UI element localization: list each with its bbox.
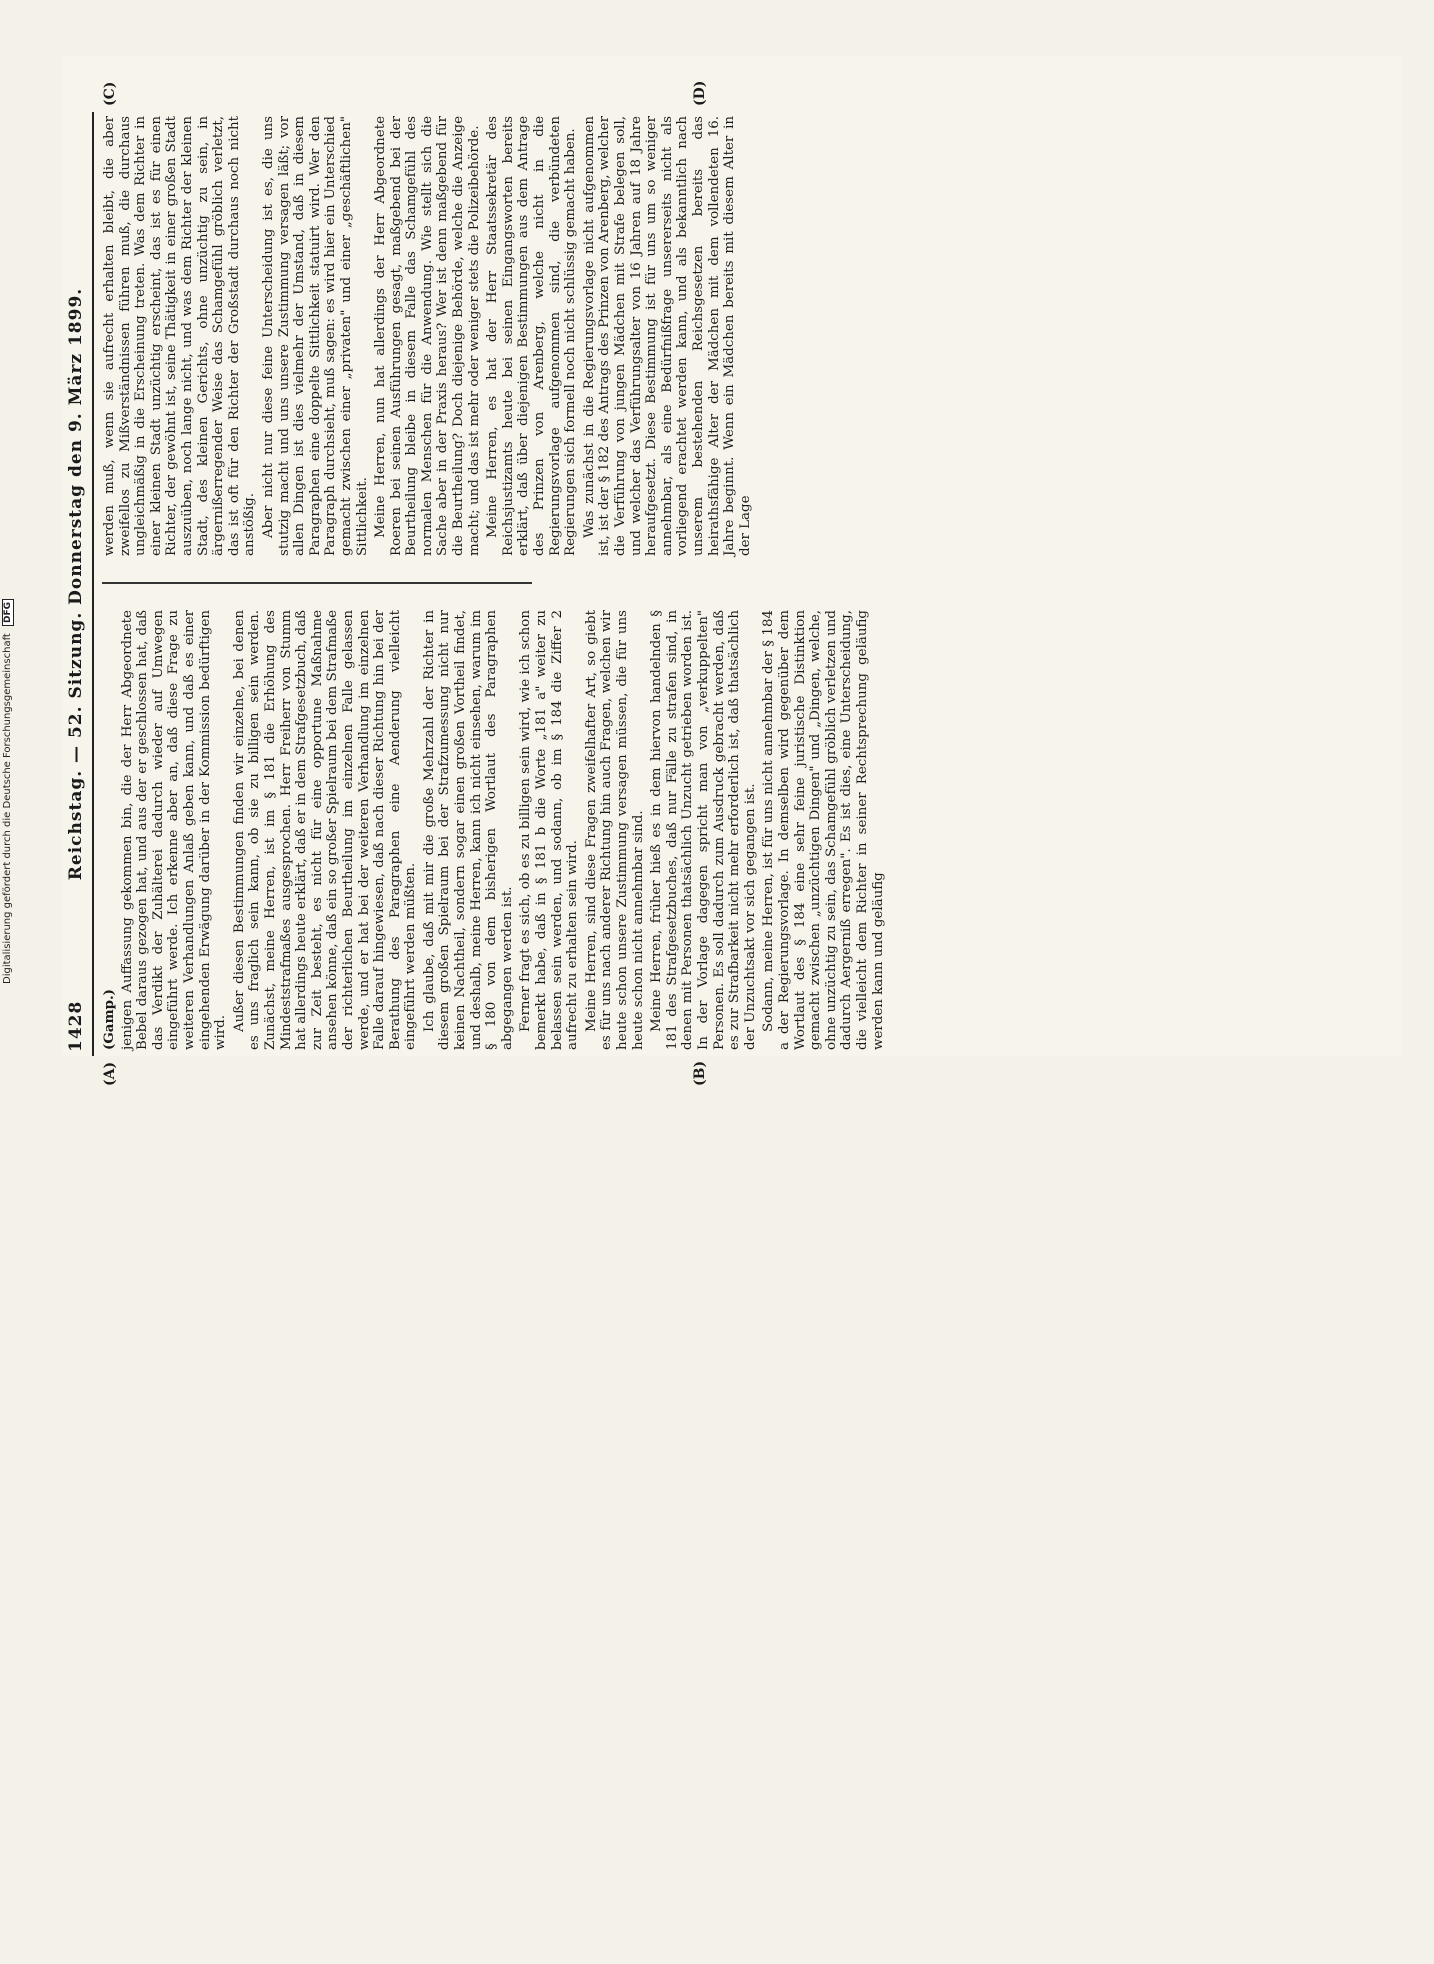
- paragraph: Was zunächst in die Regierungsvorlage nicht aufgenommen ist, ist der § 182 des Antrags des Prinzen von Arenberg, welcher die Verführung von jungen Mädchen mit Strafe belegen soll, und welcher das Verführungsalter von 16 Jahren auf 18 Jahre heraufgesetzt. Diese Bestimmung ist für uns um so weniger annehmbar, als eine Bedürfnißfrage unsererseits nicht als vorliegend erachtet werden kann, und als bekanntlich nach unserem bestehenden Reichsgesetzen bereits das heirathsfähige Alter der Mädchen mit dem vollendeten 16. Jahre beginnt. Wenn ein Mädchen bereits mit diesem Alter in der Lage: [581, 116, 753, 556]
- paragraph: jenigen Auffassung gekommen bin, die der Herr Abgeordnete Bebel daraus gezogen hat, und aus der er geschlossen hat, daß das Verdikt der Zuhälterei dadurch wieder auf Umwegen eingeführt werde. Ich erkenne aber an, daß diese Frage zu weiteren Verhandlungen Anlaß geben kann, und daß es einer eingehenden Erwägung darüber in der Kommission bedürftigen wird.: [119, 610, 229, 1050]
- margin-mark-c: (C): [102, 81, 118, 106]
- paragraph: Außer diesen Bestimmungen finden wir einzelne, bei denen es uns fraglich sein kann, ob sie zu billigen sein werden. Zunächst, meine Herren, ist im § 181 die Erhöhung des Mindeststrafmaßes ausgesprochen. Herr Freiherr von Stumm hat allerdings heute erklärt, daß er in dem Strafgesetzbuch, daß zur Zeit besteht, es nicht für eine opportune Maßnahme ansehen könne, daß ein so großer Spielraum bei dem Strafmaße der richterlichen Beurtheilung im einzelnen Falle gelassen werde, und er hat bei der weiteren Verhandlung im einzelnen Falle darauf hingewiesen, daß nach dieser Richtung hin bei der Berathung des Paragraphen eine Aenderung vielleicht eingeführt werden müßten.: [231, 610, 419, 1050]
- left-column: [102, 610, 889, 1050]
- dfg-logo-icon: DFG: [2, 599, 14, 626]
- funding-note-label: Digitalisierung gefördert durch die Deutsche Forschungsgemeinschaft: [2, 633, 13, 984]
- column-divider: [102, 583, 532, 585]
- paragraph: Ferner fragt es sich, ob es zu billigen sein wird, wie ich schon bemerkt habe, daß in § 181 b die Worte „181 a" weiter zu belassen sein werden, und sodann, ob im § 184 die Ziffer 2 aufrecht zu erhalten sein wird.: [518, 610, 581, 1050]
- paragraph: werden muß, wenn sie aufrecht erhalten bleibt, die aber zweifellos zu Mißverständnissen führen muß, die durchaus ungleichmäßig in die Erscheinung treten. Was dem Richter in einer kleinen Stadt unzüchtig erscheint, das ist es für einen Richter, der gewöhnt ist, seine Thätigkeit in einer großen Stadt auszuüben, noch lange nicht, und was dem Richter der kleinen Stadt, des kleinen Gerichts, ohne unzüchtig zu sein, in ärgernißerregender Weise das Schamgefühl gröblich verletzt, das ist oft für den Richter der Großstadt durchaus noch nicht anstößig.: [102, 116, 258, 556]
- running-title: Reichstag. — 52. Sitzung. Donnerstag den 9. März 1899.: [66, 287, 86, 881]
- margin-mark-b: (B): [692, 1060, 708, 1086]
- paragraph: Ich glaube, daß mit mir die große Mehrzahl der Richter in diesem großen Spielraum bei der Strafzumessung nicht nur keinen Nachtheil, sondern sogar einen großen Vortheil findet, und deshalb, meine Herren, kann ich nicht einsehen, warum im § 180 von dem bisherigen Wortlaut des Paragraphen abgegangen werden ist.: [421, 610, 515, 1050]
- margin-mark-d: (D): [692, 80, 708, 106]
- paragraph: Meine Herren, nun hat allerdings der Herr Abgeordnete Roeren bei seinen Ausführungen gesagt, maßgebend bei der Beurtheilung bleibe in diesem Falle das Schamgefühl des normalen Menschen für die Anwendung. Wie stellt sich die Sache aber in der Praxis heraus? Wer ist denn maßgebend für die Beurtheilung? Doch diejenige Behörde, welche die Anzeige macht; und das ist mehr oder weniger stets die Polizeibehörde.: [373, 116, 482, 556]
- paragraph: Aber nicht nur diese feine Unterscheidung ist es, die uns stutzig macht und uns unsere Zustimmung versagen läßt; vor allen Dingen ist dies vielmehr der Umstand, daß in diesem Paragraphen eine doppelte Sittlichkeit statuirt wird. Wer den Paragraph durchsieht, muß sagen: es wird hier ein Unterschied gemacht zwischen einer „privaten" und einer „geschäftlichen" Sittlichkeit.: [260, 116, 370, 556]
- page-number: 1428: [66, 1000, 86, 1052]
- paragraph: Meine Herren, es hat der Herr Staatssekretär des Reichsjustizamts heute bei seinen Eingangsworten bereits erklärt, daß über diejenigen Bestimmungen aus dem Antrage des Prinzen von Arenberg, welche nicht in die Regierungsvorlage aufgenommen sind, die verbündeten Regierungen sich formell noch nicht schlüssig gemacht haben.: [485, 116, 579, 556]
- paragraph: Meine Herren, sind diese Fragen zweifelhafter Art, so giebt es für uns nach anderer Richtung hin auch Fragen, welchen wir heute schon unsere Zustimmung versagen müssen, die für uns heute schon nicht annehmbar sind.: [583, 610, 646, 1050]
- paragraph: Sodann, meine Herren, ist für uns nicht annehmbar der § 184 a der Regierungsvorlage. In demselben wird gegenüber dem Wortlaut des § 184 eine sehr feine juristische Distinktion gemacht zwischen „unzüchtigen Dingen" und „Dingen, welche, ohne unzüchtig zu sein, das Schamgefühl gröblich verletzen und dadurch Aergerniß erregen". Es ist dies, eine Unterscheidung, die vielleicht dem Richter in seiner Rechtsprechung geläufig werden kann und geläufig: [761, 610, 886, 1050]
- page-header: [62, 112, 92, 1056]
- header-rule: [92, 112, 94, 1056]
- margin-mark-a: (A): [102, 1061, 118, 1086]
- paragraph: Meine Herren, früher hieß es in dem hiervon handelnden § 181 des Strafgesetzbuches, daß nur Fälle zu strafen sind, in denen mit Personen thatsächlich Unzucht getrieben worden ist. In der Vorlage dagegen spricht man von „verkuppelten" Personen. Es soll dadurch zum Ausdruck gebracht werden, daß es zur Strafbarkeit nicht mehr erforderlich ist, daß thatsächlich der Unzuchtsakt vor sich gegangen ist.: [649, 610, 758, 1050]
- scanned-page: [62, 56, 1402, 1086]
- funding-note: [2, 601, 18, 1964]
- speaker-label: (Gamp.): [101, 989, 117, 1050]
- right-column: [102, 116, 756, 556]
- page-content: [62, 80, 1382, 1086]
- funding-note-text: [2, 4, 18, 984]
